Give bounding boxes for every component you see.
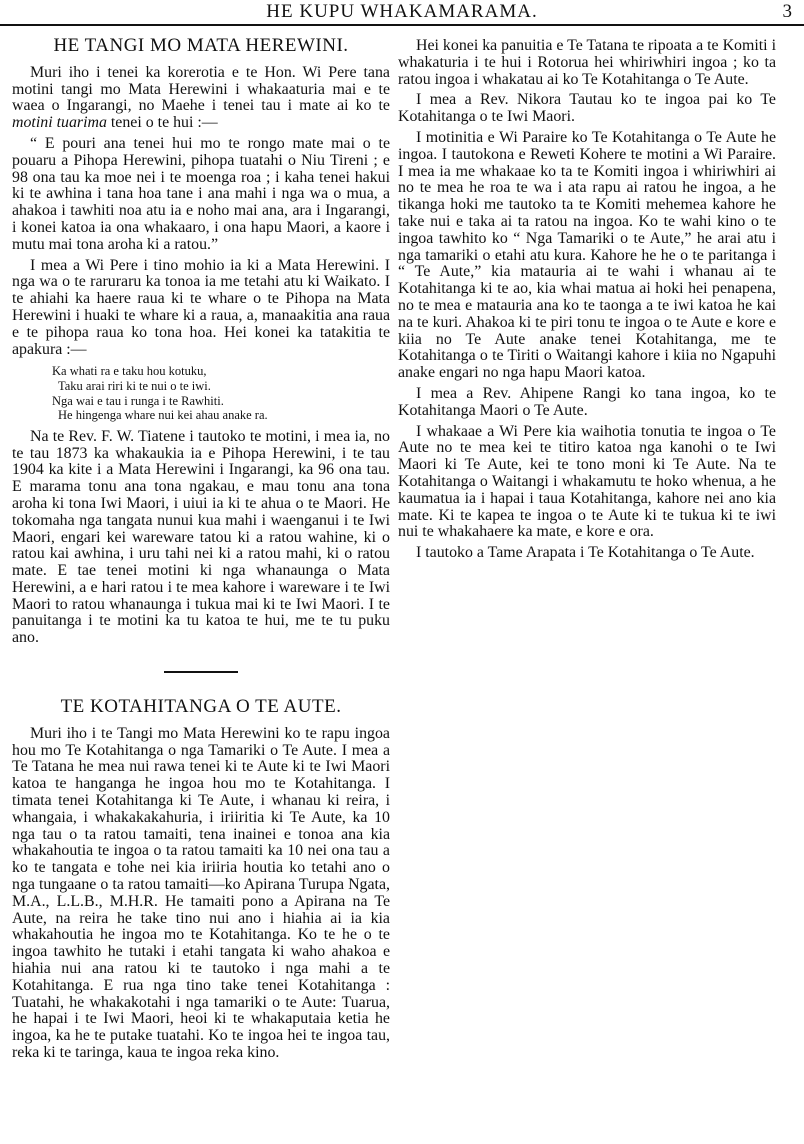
left-column [12,34,390,1062]
paragraph: I mea a Wi Pere i tino mohio ia ki a Mata Herewini. I nga wa o te raruraru ka tonoa ia me tetahi atu ki Waikato. I te ahiahi ka haere raua ki te whare o te Pihopa na Mata Herewini i huaki te whare ki a raua, a, manaakitia ana raua e te pihopa raua ko tona hoa. Hei konei ka tatakitia te apakura :— [12,256,390,358]
paragraph-text: Muri iho i tenei ka korerotia e te Hon. Wi Pere tana motini tangi mo Mata Herewini i whakaaturia mai e te waea o Ingarangi, no Maehe i tenei tau i mate ai ko te [12,63,390,115]
paragraph: I mea a Rev. Nikora Tautau ko te ingoa pai ko Te Kotahitanga o te Iwi Maori. [398,91,776,126]
article-title-tangi: HE TANGI MO MATA HEREWINI. [53,35,349,56]
paragraph: Hei konei ka panuitia e Te Tatana te ripoata a te Komiti i whakaturia i te hui i Rotorua hei whiriwhiri ingoa ; ko ta ratou ingoa i whakatau ai ko Te Kotahitanga o Te Aute. [398,37,776,88]
paragraph-continued: Muri iho i te Tangi mo Mata Herewini ko te rapu ingoa hou mo Te Kotahitanga o nga Tamariki o Te Aute. I mea a Te Tatana he mea nui rawa tenei ki te Aute ki te Iwi Maori katoa te hanganga he ingoa hou mo te Kotahitanga. I timata tenei Kotahitanga ki Te Aute, i whanau ki reira, i whangaia, i whakakakahuria, i iriiritia ki Te Aute, ka 10 nga tau o ta ratou tamaiti, tena inainei e tonoa ana kia whakahoutia te ingoa o ta ratou tamaiti ka 10 nei ona tau a ko te tangata e tohe nei kia iriiria houtia ko tetahi ano o nga tungaane o ta ratou tamaiti—ko Apirana Turupa Ngata, M.A., L.L.B., M.H.R. He tamaiti pono a Apirana na Te Aute, na reira he take tino nui ano i hiahia ai ia kia whakahoutia he ingoa mo te Kotahitanga. Ko te he o te ingoa tawhito he tutaki i etahi tangata ki waho ahakoa e hiahia nui ana ratou ki te tautoko i nga mahi a te Kotahitanga. E rua nga tino take tenei Kotahitanga : Tuatahi, he whakakotahi i nga tamariki o te Aute: Tuarua, he hapai i te Iwi Maori, heoi ki te whakaputaia ketia he ingoa, ka he te putake tuatahi. Ko te ingoa hei te ingoa tau, reka ki te taringa, kaua te ingoa reka kino. [12,724,390,1062]
poem-line: Taku arai riri ki te nui o te iwi. [58,378,211,393]
paragraph: I mea a Rev. Ahipene Rangi ko tana ingoa, ko te Kotahitanga Maori o Te Aute. [398,384,776,419]
lament-poem [52,364,390,422]
poem-line: Nga wai e tau i runga i te Rawhiti. [52,393,224,408]
quoted-motion: “ E pouri ana tenei hui mo te rongo mate mai o te pouaru a Pihopa Herewini, pihopa tuatahi o Niu Tireni ; e 98 ona tau ka moe nei i te moenga roa ; i kaha tenei hakui ki te awhina i tana hoa tane i ana mahi i nga wa o mua, a ahakoa i tawhiti noa atu ia e noho mai ana, ara i Ingarangi, i konei katoa ia ona whakaaro, i ona hapu Maori, a kaore i mutu mai tona aroha ki a ratou.” [12,134,390,253]
paragraph [12,65,390,132]
italic-term: motini tuarima [12,114,107,132]
paragraph: I whakaae a Wi Pere kia waihotia tonutia te ingoa o Te Aute no te mea kei te titiro katoa nga kanohi o te Iwi Maori ki Te Aute, kei te tono moni ki Te Aute. Na te Kotahitanga o Waitangi i whakamutu te hoko whenua, a he kaumatua ia i hapai i taua Kotahitanga, kahore nei ano kia mate. Ki te kapea te ingoa o te Aute ki te tukua ki te iwi nui te whakahaere ka mate, e kore e ora. [398,422,776,541]
article-title-kotahitanga: TE KOTAHITANGA O TE AUTE. [60,696,342,718]
paragraph: Na te Rev. F. W. Tiatene i tautoko te motini, i mea ia, no te tau 1873 ka whakaukia ia e Pihopa Herewini, i te tau 1904 ka kite i a Mata Herewini i Ingarangi, ka 96 ona tau. E marama tonu ana tona ngakau, e mau tonu ana tona aroha ki tona Iwi Maori, i uiui ia ki te ahua o te Maori. He tokomaha nga tangata nunui kua mahi i waenganui i te Iwi Maori, engari kei wareware tatou ki a ratou wahine, ki o ratou kai awhina, i uru tahi nei ki a ratou mahi, ki o ratou mate. E tae tenei motini ki nga whanaunga o Mata Herewini, a e hari ratou i te mea kahore i wareware i te Iwi Maori to ratou whanaunga i tukua mai ki te Iwi Maori. I te panuitanga i te motini ka tu katoa te hui, me te tu puku ano. [12,427,390,647]
paragraph-text: tenei o te hui :— [106,114,218,132]
poem-line: Ka whati ra e taku hou kotuku, [52,364,207,379]
running-header [0,0,804,26]
page-number: 3 [782,1,792,22]
right-column [398,38,776,562]
running-title: HE KUPU WHAKAMARAMA. [266,1,538,22]
section-divider [164,671,238,673]
paragraph: I tautoko a Tame Arapata i Te Kotahitanga o Te Aute. [416,544,755,562]
poem-line: He hingenga whare nui kei ahau anake ra. [58,408,268,423]
paragraph: I motinitia e Wi Paraire ko Te Kotahitanga o Te Aute he ingoa. I tautokona e Reweti Kohere te motini a Wi Paraire. I mea ia me whakaae ko ta te Komiti ingoa i whiriwhiri ai no te mea he roa te wa i ata rapu ai ratou he ingoa, a he tikanga hoki me tautoko ta te Komiti mehemea kahore he take nui e taka ai ta ratou na ingoa. Ko te wahi kino o te ingoa tawhito ko “ Nga Tamariki o te Aute,” he arai atu i nga tamariki o etahi atu kura. Kahore he he o te paritanga i “ Te Aute,” kia matauria ai te wahi i whanau ai te Kotahitanga ki te ao, kia whai matua ai hoki hei penapena, no te mea e matauria ana ko te taonga a te iwi katoa he kai na te kuri. Ahakoa ki te piri tonu te ingoa o te Aute e kore e kiia no Te Aute anake tenei Kotahitanga, me te Kotahitanga o te Tiriti o Waitangi kahore i kiia no Ngapuhi anake engari no nga hapu Maori katoa. [398,128,776,382]
